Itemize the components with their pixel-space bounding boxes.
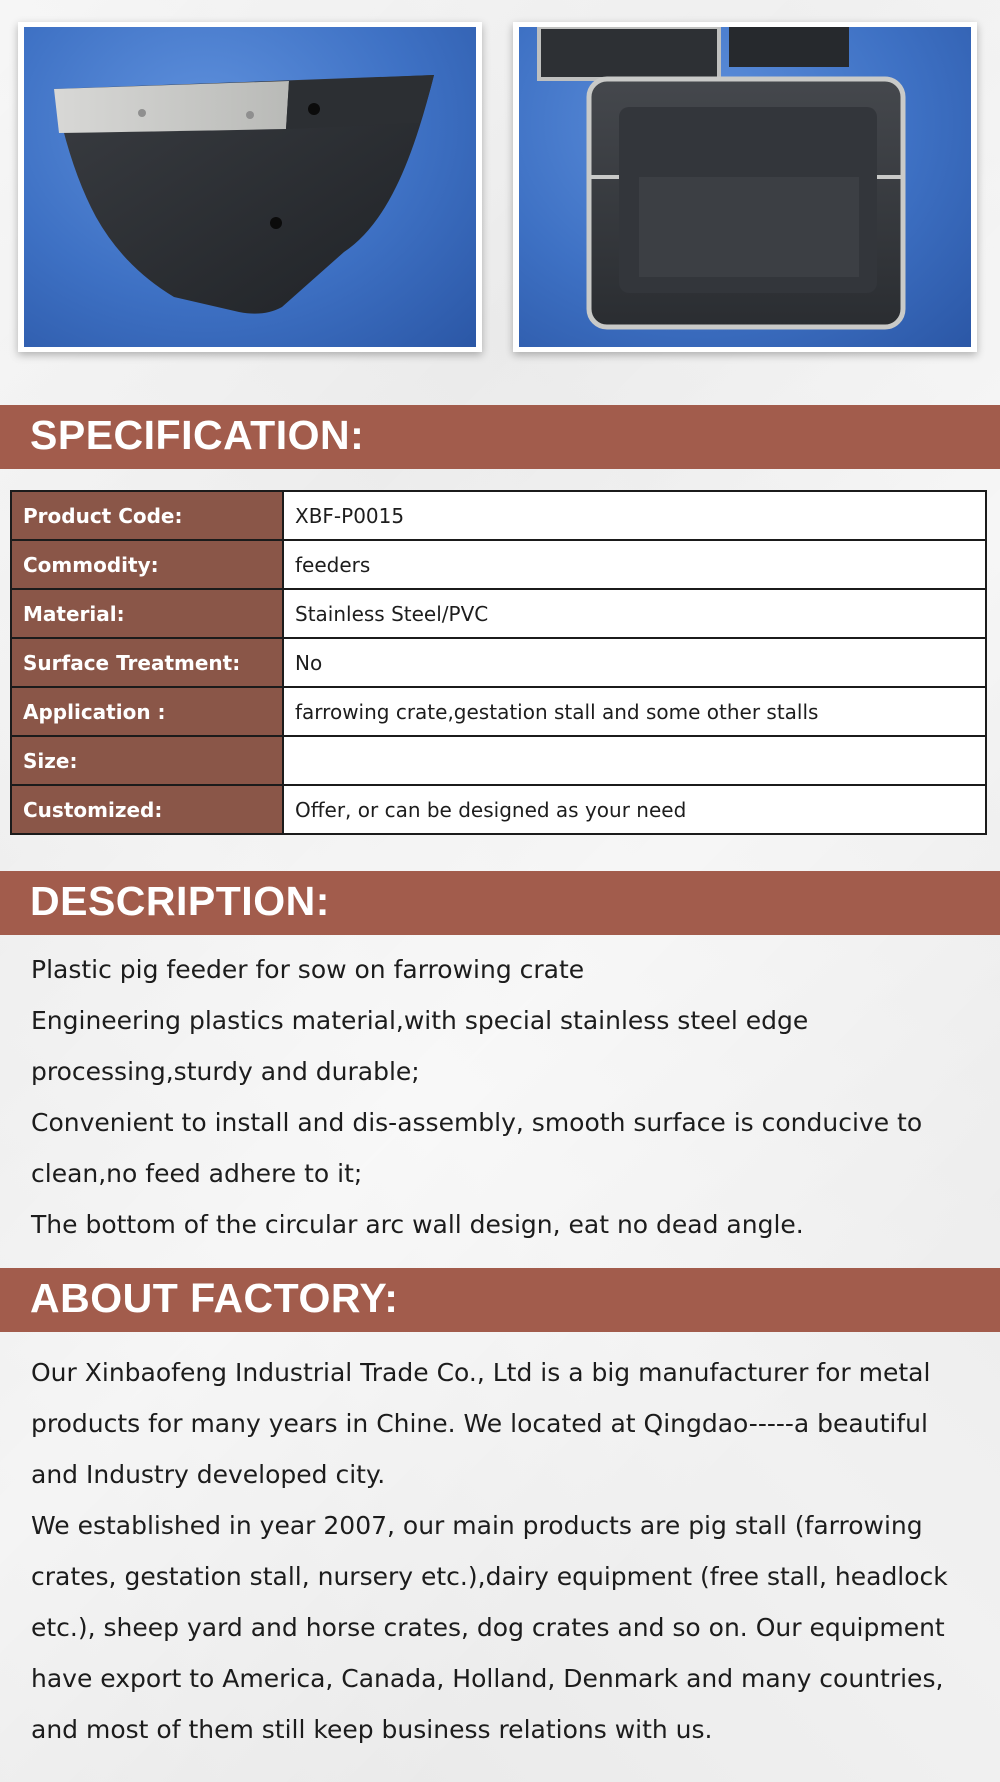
table-row — [11, 638, 986, 687]
description-paragraph: Plastic pig feeder for sow on farrowing crate — [31, 955, 585, 984]
box-feeder-image — [519, 27, 971, 347]
about-paragraph: We established in year 2007, our main products are pig stall (farrowing crates, gestation stall, nursery etc.),dairy equipment (free stall, headlock etc.), sheep yard and horse crates, dog crates and so on. Our equipment have export to America, Canada, Holland, Denmark and many countries, and most of them still keep business relations with us. — [31, 1511, 948, 1744]
about-factory-header — [0, 1268, 1000, 1332]
about-paragraph: Our Xinbaofeng Industrial Trade Co., Ltd is a big manufacturer for metal products for many years in Chine. We located at Qingdao-----a beautiful and Industry developed city. — [31, 1358, 931, 1489]
box-feeder-illustration — [519, 27, 971, 347]
table-row — [11, 687, 986, 736]
trough-feeder-illustration — [24, 27, 476, 347]
specification-table — [10, 490, 987, 835]
spec-label-surface-treatment: Surface Treatment: — [11, 638, 283, 687]
about-factory-title: ABOUT FACTORY: — [30, 1275, 399, 1321]
about-factory-text — [31, 1347, 981, 1755]
product-photos — [18, 22, 978, 354]
spec-value-product-code: XBF-P0015 — [283, 491, 986, 540]
description-text — [31, 944, 981, 1250]
spec-value-material: Stainless Steel/PVC — [283, 589, 986, 638]
spec-label-commodity: Commodity: — [11, 540, 283, 589]
trough-feeder-image — [24, 27, 476, 347]
trough-feeder-photo — [18, 22, 482, 352]
description-paragraph: Engineering plastics material,with special stainless steel edge processing,sturdy and durable; — [31, 1006, 809, 1086]
description-header — [0, 871, 1000, 935]
spec-label-size: Size: — [11, 736, 283, 785]
table-row — [11, 491, 986, 540]
description-paragraph: Convenient to install and dis-assembly, smooth surface is conducive to clean,no feed adhere to it; — [31, 1108, 923, 1188]
specification-title: SPECIFICATION: — [30, 412, 365, 458]
spec-label-material: Material: — [11, 589, 283, 638]
specification-header — [0, 405, 1000, 469]
description-paragraph: The bottom of the circular arc wall design, eat no dead angle. — [31, 1210, 804, 1239]
spec-value-surface-treatment: No — [283, 638, 986, 687]
spec-label-product-code: Product Code: — [11, 491, 283, 540]
table-row — [11, 540, 986, 589]
spec-value-size — [283, 736, 986, 785]
description-title: DESCRIPTION: — [30, 878, 330, 924]
table-row — [11, 785, 986, 834]
table-row — [11, 736, 986, 785]
spec-label-customized: Customized: — [11, 785, 283, 834]
spec-value-application: farrowing crate,gestation stall and some other stalls — [283, 687, 986, 736]
spec-value-commodity: feeders — [283, 540, 986, 589]
box-feeder-photo — [513, 22, 977, 352]
spec-label-application: Application : — [11, 687, 283, 736]
spec-value-customized: Offer, or can be designed as your need — [283, 785, 986, 834]
table-row — [11, 589, 986, 638]
